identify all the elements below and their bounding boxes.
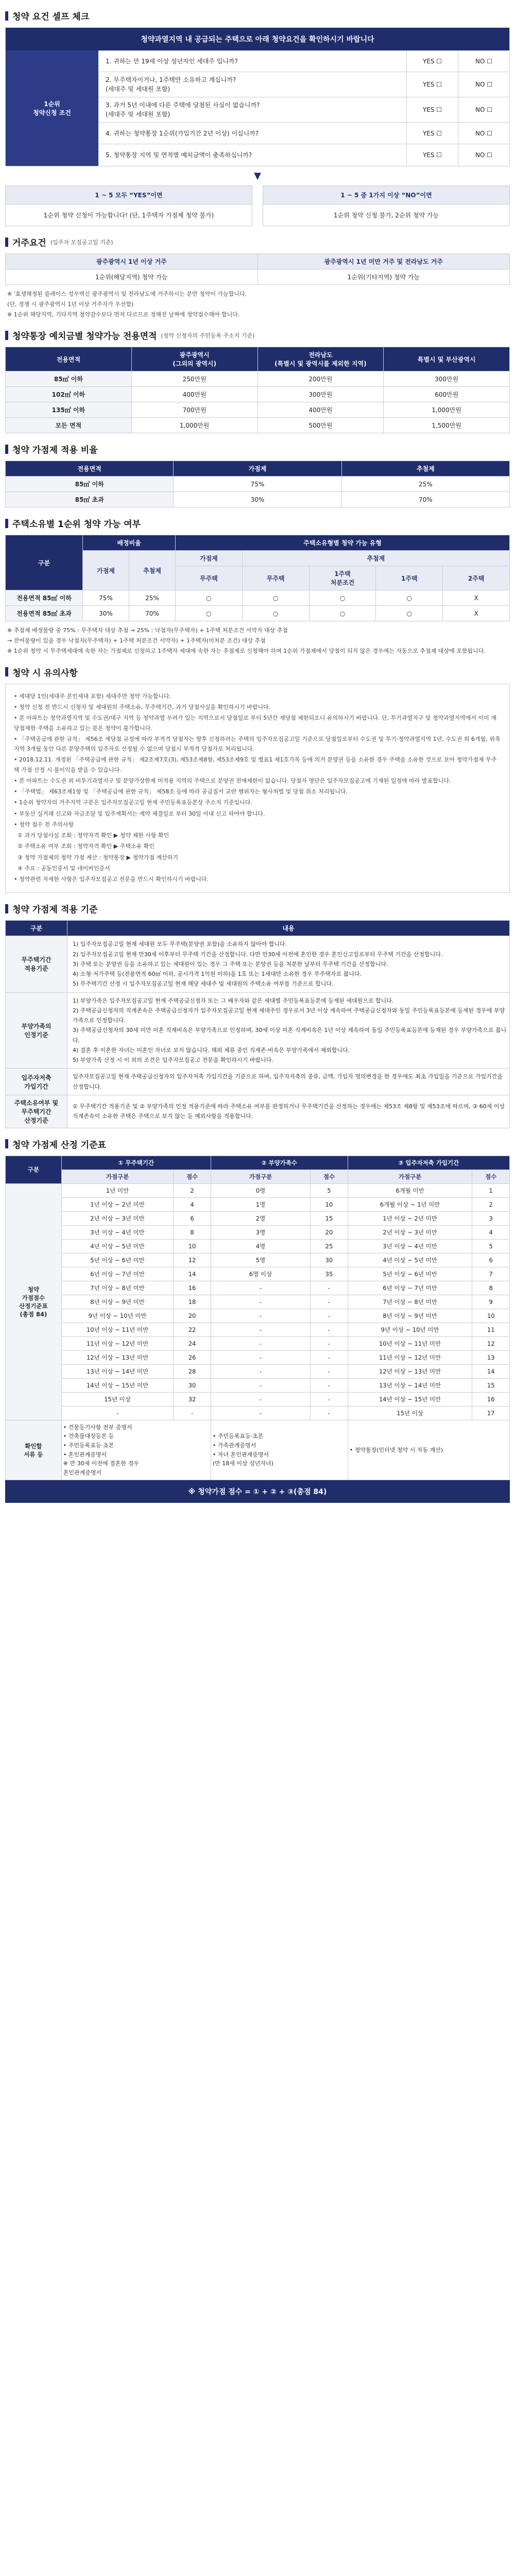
table-cell: 5 <box>311 1183 348 1197</box>
table-cell: 5명 <box>211 1253 310 1267</box>
table-cell: - <box>311 1295 348 1309</box>
table-cell: 32 <box>174 1392 211 1406</box>
table-cell: 30 <box>311 1253 348 1267</box>
table-row <box>6 1069 510 1095</box>
table-cell: 2년 이상 ~ 3년 미만 <box>348 1225 472 1239</box>
table-cell: 13년 이상 ~ 14년 미만 <box>61 1364 174 1378</box>
table-cell: - <box>174 1406 211 1420</box>
table-cell: - <box>211 1406 310 1420</box>
table-cell: 24 <box>174 1336 211 1350</box>
table-cell: 85㎡ 초과 <box>6 492 174 507</box>
table-row <box>6 371 510 387</box>
table-cell: 25 <box>311 1239 348 1253</box>
column-header: 특별시 및 부산광역시 <box>384 347 510 371</box>
table-cell: 4년 이상 ~ 5년 미만 <box>348 1253 472 1267</box>
table-cell: - <box>211 1392 310 1406</box>
table-cell: ○ <box>309 606 376 621</box>
caution-line: ④ 주요 : 공동인증서 및 네이버인증서 <box>14 865 110 872</box>
table-cell: - <box>311 1364 348 1378</box>
table-cell: - <box>311 1323 348 1336</box>
table-cell: 1 <box>472 1183 510 1197</box>
question-text: 2. 무주택자이거나, 1주택만 소유하고 계십니까? (세대주 및 세대원 포함) <box>106 76 236 93</box>
table-cell: 12년 이상 ~ 13년 미만 <box>348 1364 472 1378</box>
caution-line: • 청약 신청 전 반드시 신청자 및 세대원의 주택소유, 무주택기간, 과거 당첨사실을 확인하시기 바랍니다. <box>14 704 271 711</box>
table-cell: 16 <box>174 1281 211 1295</box>
score-table: 구분 ① 무주택기간 ② 부양가족수 ③ 입주자저축 가입기간 가점구분 점수 가점구분 점수 가점구분 점수 청약 가점점수 산정기준표 (총점 84) 1년 미만 2 0명 5 6개월 미만 1 1년 이상 ~ 2년 미만 4 1명 10 6개월 이상 ~ 1년 미만 2 2년 이상 ~ 3년 미만 6 2명 15 1년 이상 ~ 2년 미만 3 3년 이상 ~ 4년 미만 8 3명 20 2년 이상 ~ 3년 미만 4 4년 이상 ~ 5년 미만 10 4명 25 3년 이상 ~ 4년 미만 5 5년 이상 ~ 6년 미만 12 5명 30 4년 이상 ~ 5년 미만 6 6년 이상 ~ 7년 미만 14 6명 이상 35 5년 이상 ~ 6년 미만 7 7년 이상 ~ 8년 미만 16 - - 6년 이상 ~ 7년 미만 8 8년 이상 ~ 9년 미만 18 - - 7년 이상 ~ 8년 미만 9 9년 이상 ~ 10년 미만 20 - - 8년 이상 ~ 9년 미만 10 10년 이상 ~ 11년 미만 22 - - 9년 이상 ~ 10년 미만 11 11년 이상 ~ 12년 미만 24 - - 10년 이상 ~ 11년 미만 12 12년 이상 ~ 13년 미만 26 - - 11년 이상 ~ 12년 미만 13 13년 이상 ~ 14년 미만 28 - - 12년 이상 ~ 13년 미만 14 14년 이상 ~ 15년 미만 30 - - 13년 이상 ~ 14년 미만 15 15년 이상 32 - - 14년 이상 ~ 15년 미만 16 - - - - 15년 이상 17 확인할 서류 등 • 건물등기사항 전부 증명서 • 건축물대장등본 등 • 주민등록표등·초본 • 혼인관계증명서 ※ 만 30세 이전에 결혼한 경우 혼인관계증명서 • 주민등록표등·초본 • 가족관계증명서 • 자녀 혼인관계증명서 (만 18세 이상 성년자녀) • 청약통장(인터넷 청약 시 자동 계산) <box>5 1156 510 1481</box>
table-cell: 700만원 <box>131 402 258 418</box>
sub-header: 가점구분 <box>61 1170 174 1183</box>
table-cell: 14 <box>472 1364 510 1378</box>
table-cell: - <box>311 1392 348 1406</box>
table-cell: - <box>211 1364 310 1378</box>
table-cell: 250만원 <box>131 371 258 387</box>
section-title-residence: 거주요건 (입주자 모집공고일 기준) <box>5 235 510 248</box>
table-cell: 10 <box>472 1309 510 1323</box>
table-cell: 102㎡ 이하 <box>6 387 132 402</box>
section-bar <box>5 667 8 676</box>
table-cell: - <box>61 1406 174 1420</box>
note-line: → 잔여물량이 있을 경우 낙첨자(무주택자) + 1주택 처분조건 서약자) + 1주택자(미처분 조건) 대상 추첨 <box>7 637 266 645</box>
no-checkbox[interactable]: NO ☐ <box>458 123 509 144</box>
note-line: ※ 추첨제 배정물량 중 75% : 무주택자 대상 추첨 → 25% : 낙첨자(무주택자) + 1주택 처분조건 서약자 대상 추첨 <box>7 627 288 634</box>
table-cell: 3 <box>472 1211 510 1225</box>
table-cell: 전용면적 85㎡ 초과 <box>6 606 83 621</box>
column-header: 광주광역시 (그외의 광역시) <box>131 347 258 371</box>
table-cell: 6 <box>174 1211 211 1225</box>
table-cell: 10 <box>311 1197 348 1211</box>
self-check-results <box>5 185 510 226</box>
table-row <box>6 477 510 492</box>
table-cell: 5년 이상 ~ 6년 미만 <box>61 1253 174 1267</box>
table-cell: - <box>311 1309 348 1323</box>
table-cell: 6개월 이상 ~ 1년 미만 <box>348 1197 472 1211</box>
sub-header: 점수 <box>472 1170 510 1183</box>
section-bar <box>5 331 8 340</box>
table-cell: ○ <box>242 590 309 606</box>
table-cell: - <box>211 1295 310 1309</box>
table-cell: 4년 이상 ~ 5년 미만 <box>61 1239 174 1253</box>
note-line: ※ 1순위 청약 시 무주택세대에 속한 자는 가점제로 신청하고 1주택자 세대에 속한 자는 추첨제로 신청해야 하며 1순위 가점제에서 당첨이 되지 않은 경우에는 자동으로 추첨제 대상에 포함됩니다. <box>7 647 486 654</box>
table-cell: 20 <box>174 1309 211 1323</box>
table-row <box>6 1350 510 1364</box>
row-label: 입주자저축 가입기간 <box>6 1069 67 1095</box>
table-cell: 전용면적 85㎡ 이하 <box>6 590 83 606</box>
table-cell: 400만원 <box>131 387 258 402</box>
table-cell: X <box>443 590 510 606</box>
table-cell: - <box>211 1336 310 1350</box>
table-cell: 8 <box>472 1281 510 1295</box>
question-list <box>98 50 509 166</box>
self-check-box <box>5 27 510 166</box>
table-cell: 30 <box>174 1378 211 1392</box>
table-cell: 22 <box>174 1323 211 1336</box>
table-row <box>6 492 510 507</box>
table-cell: 2 <box>174 1183 211 1197</box>
no-checkbox[interactable]: NO ☐ <box>458 72 509 97</box>
table-cell: - <box>311 1336 348 1350</box>
table-cell: 14 <box>174 1267 211 1281</box>
caution-line: • 2018.12.11. 개정된 「주택공급에 관한 규칙」 제2조제7호(3), 제53조제8항, 제53조제9호 및 별표1 제1호가목 등에 의거 분양권 등을 소유한 경우 주택을 소유한 것으로 보아 청약가점제 무주택 가점 산정 시 불이익을 받을 수 있습니다. <box>14 756 497 773</box>
row-content: 1) 부양가족은 입주자모집공고일 현재 주택공급신청자 또는 그 배우자와 같은 세대별 주민등록표등본에 등재된 세대원으로 합니다. 2) 주택공급신청자의 직계존속은 주택공급신청자가 입주자모집공고일 현재 세대주인 경우로서 3년 이상 계속하여 주택공급신청자와 동일 주민등록표등본에 등재된 경우에 부양가족으로 인정합니다. 3) 주택공급신청자의 30세 미만 미혼 직계비속은 부양가족으로 인정하며, 30세 이상 미혼 직계비속은 1년 이상 계속하여 동일 주민등록표등본에 등재된 경우 부양가족으로 봅니다. 4) 결혼 후 이혼한 자녀는 미혼인 자녀로 보지 않습니다. 해외 체류 중인 직계존·비속은 부양가족에서 제외합니다. 5) 부양가족 산정 시 이 외의 조건은 입주자모집공고 전문을 확인하시기 바랍니다. <box>67 992 510 1069</box>
caution-line: ② 주택소유 여부 조회 : 청약자격 확인 ▶ 주택소유 확인 <box>14 843 155 850</box>
table-row <box>6 1295 510 1309</box>
question-row <box>98 72 509 97</box>
table-row <box>6 418 510 433</box>
table-row <box>6 1225 510 1239</box>
column-header: 전용면적 <box>6 461 174 477</box>
table-cell: 1,500만원 <box>384 418 510 433</box>
table-cell: 70% <box>129 606 176 621</box>
result-yes: 1 ~ 5 모두 “YES”이면 1순위 청약 신청이 가능합니다! (단, 1주택자 가점제 청약 불가) <box>5 185 252 226</box>
table-cell: 14년 이상 ~ 15년 미만 <box>348 1392 472 1406</box>
table-row <box>6 402 510 418</box>
note-line: (단, 경쟁 시 광주광역시 1년 이상 거주자가 우선함) <box>7 300 134 308</box>
caution-line: • 부동산 실거래 신고와 자금조달 및 입주계획서는 계약 체결일로 부터 30일 이내 신고 하여야 합니다. <box>14 810 265 817</box>
question-row <box>98 123 509 144</box>
table-cell: 5년 이상 ~ 6년 미만 <box>348 1267 472 1281</box>
section-title-criteria: 청약 가점제 적용 기준 <box>5 902 510 915</box>
no-checkbox[interactable]: NO ☐ <box>458 144 509 166</box>
criteria-table: 구분 내용 무주택기간 적용기준 1) 입주자모집공고일 현재 세대원 모두 무주택(분양권 포함)을 소유하지 않아야 합니다. 2) 입주자모집공고일 현재 만30세 이후부터 무주택 기간을 산정합니다. 다만 만30세 이전에 혼인한 경우 혼인신고일로부터 무주택 기간을 산정합니다. 3) 주택 또는 분양권 등을 소유하고 있는 세대원이 있는 경우 그 주택 또는 분양권 등을 처분한 날부터 무주택 기간을 산정합니다. 4) 소형·저가주택 등(전용면적 60㎡ 이하, 공시가격 1억원 이하)을 1호 또는 1세대만 소유한 경우 무주택자로 봅니다. 5) 무주택기간 산정 시 입주자모집공고일 현재 해당 세대주 및 세대원의 주택소유 여부를 기준으로 합니다. 부양가족의 인정기준 1) 부양가족은 입주자모집공고일 현재 주택공급신청자 또는 그 배우자와 같은 세대별 주민등록표등본에 등재된 세대원으로 합니다. 2) 주택공급신청자의 직계존속은 주택공급신청자가 입주자모집공고일 현재 세대주인 경우로서 3년 이상 계속하여 주택공급신청자와 동일 주민등록표등본에 등재된 경우에 부양가족으로 인정합니다. 3) 주택공급신청자의 30세 미만 미혼 직계비속은 부양가족으로 인정하며, 30세 이상 미혼 직계비속은 1년 이상 계속하여 동일 주민등록표등본에 등재된 경우 부양가족으로 봅니다. 4) 결혼 후 이혼한 자녀는 미혼인 자녀로 보지 않습니다. 해외 체류 중인 직계존·비속은 부양가족에서 제외합니다. 5) 부양가족 산정 시 이 외의 조건은 입주자모집공고 전문을 확인하시기 바랍니다. 입주자저축 가입기간 입주자모집공고일 현재 주택공급신청자의 입주자저축 가입기간을 기준으로 하며, 입주자저축의 종류, 금액, 가입자 명의변경을 한 경우에도 최초 가입일을 기준으로 가입기간을 산정합니다. 주택소유여부 및 무주택기간 산정기준 ① 무주택기간 적용기준 및 ② 부양가족의 인정 적용기준에 따라 주택소유 여부를 판정하거나 무주택기간을 산정하는 경우에는 제53조 제8항 및 제53조에 따르며, ③ 60세 이상 직계존속이 소유한 주택은 주택으로 보지 않는 등 예외사항을 적용합니다. <box>5 920 510 1128</box>
table-cell: 16 <box>472 1392 510 1406</box>
table-cell: 200만원 <box>258 371 384 387</box>
table-cell: 15년 이상 <box>348 1406 472 1420</box>
table-row <box>6 387 510 402</box>
table-cell: 15년 이상 <box>61 1392 174 1406</box>
table-row <box>6 606 510 621</box>
table-cell: 85㎡ 이하 <box>6 371 132 387</box>
table-cell: 18 <box>174 1295 211 1309</box>
table-row <box>6 1406 510 1420</box>
table-cell: 8 <box>174 1225 211 1239</box>
table-cell: 300만원 <box>384 371 510 387</box>
table-row <box>6 1281 510 1295</box>
table-cell: 11년 이상 ~ 12년 미만 <box>61 1336 174 1350</box>
table-cell: - <box>211 1350 310 1364</box>
table-cell: 17 <box>472 1406 510 1420</box>
table-cell: 11 <box>472 1323 510 1336</box>
table-cell: 75% <box>174 477 341 492</box>
self-check-body <box>6 50 509 166</box>
table-cell: 12 <box>472 1336 510 1350</box>
yes-checkbox[interactable]: YES ☐ <box>406 50 458 72</box>
section-bar <box>5 904 8 913</box>
caution-line: • 「주택공급에 관한 규칙」 제56조 재당첨 규정에 따라 부적격 당첨자는 향후 신청하려는 주택의 입주자모집공고일 기준으로 당첨일로부터 수도권 및 투기·청약과열지역 1년, 수도권 외 6개월, 위축지역 3개월 동안 다른 분양주택의 입주자로 선정될 수 없으며 당첨시 부적격 당첨자로 처리됩니다. <box>14 735 501 753</box>
column-header: 전용면적 <box>6 347 132 371</box>
row-content: 1) 입주자모집공고일 현재 세대원 모두 무주택(분양권 포함)을 소유하지 않아야 합니다. 2) 입주자모집공고일 현재 만30세 이후부터 무주택 기간을 산정합니다. 다만 만30세 이전에 혼인한 경우 혼인신고일로부터 무주택 기간을 산정합니다. 3) 주택 또는 분양권 등을 소유하고 있는 세대원이 있는 경우 그 주택 또는 분양권 등을 처분한 날부터 무주택 기간을 산정합니다. 4) 소형·저가주택 등(전용면적 60㎡ 이하, 공시가격 1억원 이하)을 1호 또는 1세대만 소유한 경우 무주택자로 봅니다. 5) 무주택기간 산정 시 입주자모집공고일 현재 해당 세대주 및 세대원의 주택소유 여부를 기준으로 합니다. <box>67 936 510 992</box>
table-cell: 10 <box>174 1239 211 1253</box>
table-cell: 6년 이상 ~ 7년 미만 <box>348 1281 472 1295</box>
table-cell: 0명 <box>211 1183 310 1197</box>
section-bar <box>5 11 8 21</box>
table-cell: 70% <box>341 492 509 507</box>
table-cell: - <box>311 1350 348 1364</box>
table-cell: 3명 <box>211 1225 310 1239</box>
cautions-box <box>5 684 510 893</box>
table-cell: 6 <box>472 1253 510 1267</box>
table-cell: 30% <box>174 492 341 507</box>
table-cell: - <box>311 1406 348 1420</box>
section-bar <box>5 519 8 528</box>
table-cell: 10년 이상 ~ 11년 미만 <box>61 1323 174 1336</box>
table-cell: - <box>311 1281 348 1295</box>
table-cell: 600만원 <box>384 387 510 402</box>
result-no: 1 ~ 5 중 1가지 이상 “NO”이면 1순위 청약 신청 불가, 2순위 청약 가능 <box>263 185 510 226</box>
table-cell: 500만원 <box>258 418 384 433</box>
caution-line: • 청약 접수 전 주의사항 <box>14 821 74 828</box>
self-check-side-label: 1순위 청약신청 조건 <box>6 50 98 166</box>
table-cell: - <box>211 1281 310 1295</box>
table-cell: ○ <box>176 606 243 621</box>
question-row <box>98 50 509 72</box>
table-row <box>6 1253 510 1267</box>
question-row <box>98 97 509 123</box>
table-row <box>6 1309 510 1323</box>
section-bar <box>5 445 8 454</box>
table-row <box>6 936 510 992</box>
section-title-score: 청약 가점제 산정 기준표 <box>5 1138 510 1150</box>
yes-checkbox[interactable]: YES ☐ <box>406 97 458 122</box>
caution-line: • 세대당 1인(세대주 본인세대 포함) 세대주만 청약 가능합니다. <box>14 692 171 700</box>
table-row <box>6 1364 510 1378</box>
row-content: ① 무주택기간 적용기준 및 ② 부양가족의 인정 적용기준에 따라 주택소유 여부를 판정하거나 무주택기간을 산정하는 경우에는 제53조 제8항 및 제53조에 따르며, ③ 60세 이상 직계존속이 소유한 주택은 주택으로 보지 않는 등 예외사항을 적용합니다. <box>67 1095 510 1128</box>
sub-header: 가점구분 <box>211 1170 310 1183</box>
table-cell: 135㎡ 이하 <box>6 402 132 418</box>
sub-header: 가점구분 <box>348 1170 472 1183</box>
table-cell: 13년 이상 ~ 14년 미만 <box>348 1378 472 1392</box>
row-label: 무주택기간 적용기준 <box>6 936 67 992</box>
caution-line: • 본 아파트는 청약과열지역 및 수도권/대구 지역 등 청약과열 우려가 있는 지역으로서 당첨일로 부터 5년간 재당첨 제한되오니 유의하시기 바랍니다. 단, 투기과열지구 및 청약과열지역에서 이미 재당첨제한 주택을 소유하고 있는 분은 청약이 불가합니다. <box>14 715 496 732</box>
column-header: 추첨제 <box>341 461 509 477</box>
table-row <box>6 1183 510 1197</box>
table-cell: 2명 <box>211 1211 310 1225</box>
table-cell: 28 <box>174 1364 211 1378</box>
table-cell: 1,000만원 <box>131 418 258 433</box>
row-label: 주택소유여부 및 무주택기간 산정기준 <box>6 1095 67 1128</box>
table-cell: ○ <box>376 606 443 621</box>
section-title-ratio: 청약 가점제 적용 비율 <box>5 443 510 455</box>
column-header: 가점제 <box>174 461 341 477</box>
table-row <box>6 1378 510 1392</box>
table-cell: 15 <box>472 1378 510 1392</box>
no-checkbox[interactable]: NO ☐ <box>458 97 509 122</box>
table-cell: 10년 이상 ~ 11년 미만 <box>348 1336 472 1350</box>
table-cell: 모든 면적 <box>6 418 132 433</box>
table-cell: 1년 이상 ~ 2년 미만 <box>61 1197 174 1211</box>
table-cell: 12 <box>174 1253 211 1267</box>
table-cell: 3년 이상 ~ 4년 미만 <box>348 1239 472 1253</box>
table-cell: 30% <box>83 606 129 621</box>
table-cell: 400만원 <box>258 402 384 418</box>
table-cell: 7년 이상 ~ 8년 미만 <box>348 1295 472 1309</box>
column-header: 전라남도 (특별시 및 광역시를 제외한 지역) <box>258 347 384 371</box>
table-cell: - <box>311 1378 348 1392</box>
row-content: 입주자모집공고일 현재 주택공급신청자의 입주자저축 가입기간을 기준으로 하며, 입주자저축의 종류, 금액, 가입자 명의변경을 한 경우에도 최초 가입일을 기준으로 가입기간을 산정합니다. <box>67 1069 510 1095</box>
table-cell: 4 <box>174 1197 211 1211</box>
table-cell: 26 <box>174 1350 211 1364</box>
table-cell: 7년 이상 ~ 8년 미만 <box>61 1281 174 1295</box>
ownership-notes <box>7 625 508 656</box>
table-row <box>6 992 510 1069</box>
caution-line: • 「주택법」 제63조제1항 및 「주택공급에 관한 규칙」 제58조 등에 따라 공급질서 교란 행위자는 형사처벌 및 당첨 취소 처리됩니다. <box>14 788 348 795</box>
table-cell: 1년 미만 <box>61 1183 174 1197</box>
table-cell: 6년 이상 ~ 7년 미만 <box>61 1267 174 1281</box>
table-cell: 14년 이상 ~ 15년 미만 <box>61 1378 174 1392</box>
yes-checkbox[interactable]: YES ☐ <box>406 144 458 166</box>
table-cell: ○ <box>376 590 443 606</box>
table-cell: 12년 이상 ~ 13년 미만 <box>61 1350 174 1364</box>
table-row <box>6 1323 510 1336</box>
table-cell: ○ <box>242 606 309 621</box>
table-cell: 6개월 미만 <box>348 1183 472 1197</box>
caution-line: ① 과거 당첨사실 조회 : 청약자격 확인 ▶ 청약 제한 사항 확인 <box>14 832 169 839</box>
table-cell: 11년 이상 ~ 12년 미만 <box>348 1350 472 1364</box>
score-side-label: 청약 가점점수 산정기준표 (총점 84) <box>6 1183 62 1420</box>
sub-header: 점수 <box>174 1170 211 1183</box>
table-cell: 35 <box>311 1267 348 1281</box>
table-cell: 8년 이상 ~ 9년 미만 <box>61 1295 174 1309</box>
table-cell: - <box>211 1323 310 1336</box>
caution-line: • 1순위 청약자의 거주지역 구분은 입주자모집공고일 현재 주민등록표등본상 주소지 기준입니다. <box>14 799 252 806</box>
table-row <box>6 1095 510 1128</box>
table-row <box>6 1267 510 1281</box>
section-title-ownership: 주택소유별 1순위 청약 가능 여부 <box>5 517 510 530</box>
table-cell: 6명 이상 <box>211 1267 310 1281</box>
arrow-down-icon: ▼ <box>254 171 261 181</box>
residence-notes <box>7 289 508 319</box>
caution-line: • 청약관련 자세한 사항은 입주자모집공고 전문을 반드시 확인하시기 바랍니다. <box>14 876 209 883</box>
caution-line: ③ 청약 가점제의 청약 가점 계산 : 청약통장 ▶ 청약가점 계산하기 <box>14 854 179 861</box>
note-line: ※ '효생해정된 플레이스 성우벽신 광주광역시 및 전라남도에 거주하시는 분만 청약이 가능합니다. <box>7 291 247 297</box>
table-row <box>6 1392 510 1406</box>
ratio-table <box>5 461 510 507</box>
question-text: 5. 청약통장 지역 및 면적별 예치금액이 충족하십니까? <box>106 151 252 159</box>
table-cell: 1년 이상 ~ 2년 미만 <box>348 1211 472 1225</box>
ownership-table: 구분 배정비율 주택소유형별 청약 가능 유형 가점제 추첨제 가점제 추첨제 무주택 무주택 1주택 처분조건 1주택 2주택 전용면적 85㎡ 이하 75% 25% ○ ○ ○ ○ X 전용면적 85㎡ 초과 30% 70% ○ ○ ○ ○ X <box>5 535 510 621</box>
sub-header: 점수 <box>311 1170 348 1183</box>
table-row <box>6 1197 510 1211</box>
question-row <box>98 144 509 166</box>
table-cell: 1명 <box>211 1197 310 1211</box>
section-bar <box>5 1139 8 1148</box>
table-cell: 8년 이상 ~ 9년 미만 <box>348 1309 472 1323</box>
table-cell: 9년 이상 ~ 10년 미만 <box>61 1309 174 1323</box>
no-checkbox[interactable]: NO ☐ <box>458 50 509 72</box>
note-line: ※ 1순위 해당지역, 기타지역 청약감수보다 먼저 다르므로 정해진 날짜에 청약접수해야 합니다. <box>7 311 240 318</box>
table-cell: 300만원 <box>258 387 384 402</box>
residence-table: 광주광역시 1년 이상 거주 광주광역시 1년 미만 거주 및 전라남도 거주 1순위(해당지역) 청약 가능 1순위(기타지역) 청약 가능 <box>5 253 510 285</box>
table-cell: 25% <box>129 590 176 606</box>
table-cell: 2년 이상 ~ 3년 미만 <box>61 1211 174 1225</box>
table-cell: 4명 <box>211 1239 310 1253</box>
deposit-table <box>5 347 510 433</box>
table-row <box>6 590 510 606</box>
section-bar <box>5 238 8 247</box>
table-cell: ○ <box>309 590 376 606</box>
question-text: 1. 귀하는 만 19세 이상 성년자인 세대주 입니까? <box>106 57 238 65</box>
table-cell: 3년 이상 ~ 4년 미만 <box>61 1225 174 1239</box>
row-label: 부양가족의 인정기준 <box>6 992 67 1069</box>
table-cell: 1,000만원 <box>384 402 510 418</box>
table-cell: 85㎡ 이하 <box>6 477 174 492</box>
question-text: 3. 과거 5년 이내에 다른 주택에 당첨된 사실이 없습니까? (세대주 및 세대원 포함) <box>106 101 260 118</box>
table-cell: 20 <box>311 1225 348 1239</box>
table-cell: 2 <box>472 1197 510 1211</box>
table-row <box>6 1211 510 1225</box>
yes-checkbox[interactable]: YES ☐ <box>406 123 458 144</box>
table-cell: - <box>211 1378 310 1392</box>
self-check-header: 청약과열지역 내 공급되는 주택으로 아래 청약요건을 확인하시기 바랍니다 <box>6 28 509 50</box>
table-cell: 5 <box>472 1239 510 1253</box>
question-text: 4. 귀하는 청약통장 1순위(가입기간 2년 이상) 이십니까? <box>106 129 259 137</box>
table-cell: 75% <box>83 590 129 606</box>
caution-line: • 본 아파트는 수도권 외 비투기과열지구 및 분양가상한제 미적용 지역의 주택으로 분양권 전매제한이 없습니다. 당첨자 명단은 입주자모집공고에 기재된 일정에 따라 발표합니다. <box>14 777 451 784</box>
table-cell: 7 <box>472 1267 510 1281</box>
table-cell: - <box>211 1309 310 1323</box>
total-score-bar: ※ 청약가점 점수 = ① + ② + ③(총점 84) <box>5 1480 510 1503</box>
table-row <box>6 1336 510 1350</box>
table-cell: 9년 이상 ~ 10년 미만 <box>348 1323 472 1336</box>
table-cell: 4 <box>472 1225 510 1239</box>
section-title-deposit: 청약통장 예치금별 청약가능 전용면적 (청약 신청자의 주민등록 주소지 기준) <box>5 329 510 342</box>
table-cell: ○ <box>176 590 243 606</box>
table-row <box>6 1239 510 1253</box>
yes-checkbox[interactable]: YES ☐ <box>406 72 458 97</box>
table-cell: 9 <box>472 1295 510 1309</box>
section-title-self-check: 청약 요건 셀프 체크 <box>5 9 510 22</box>
table-cell: X <box>443 606 510 621</box>
table-cell: 25% <box>341 477 509 492</box>
table-cell: 15 <box>311 1211 348 1225</box>
table-cell: 13 <box>472 1350 510 1364</box>
section-title-cautions: 청약 시 유의사항 <box>5 666 510 679</box>
